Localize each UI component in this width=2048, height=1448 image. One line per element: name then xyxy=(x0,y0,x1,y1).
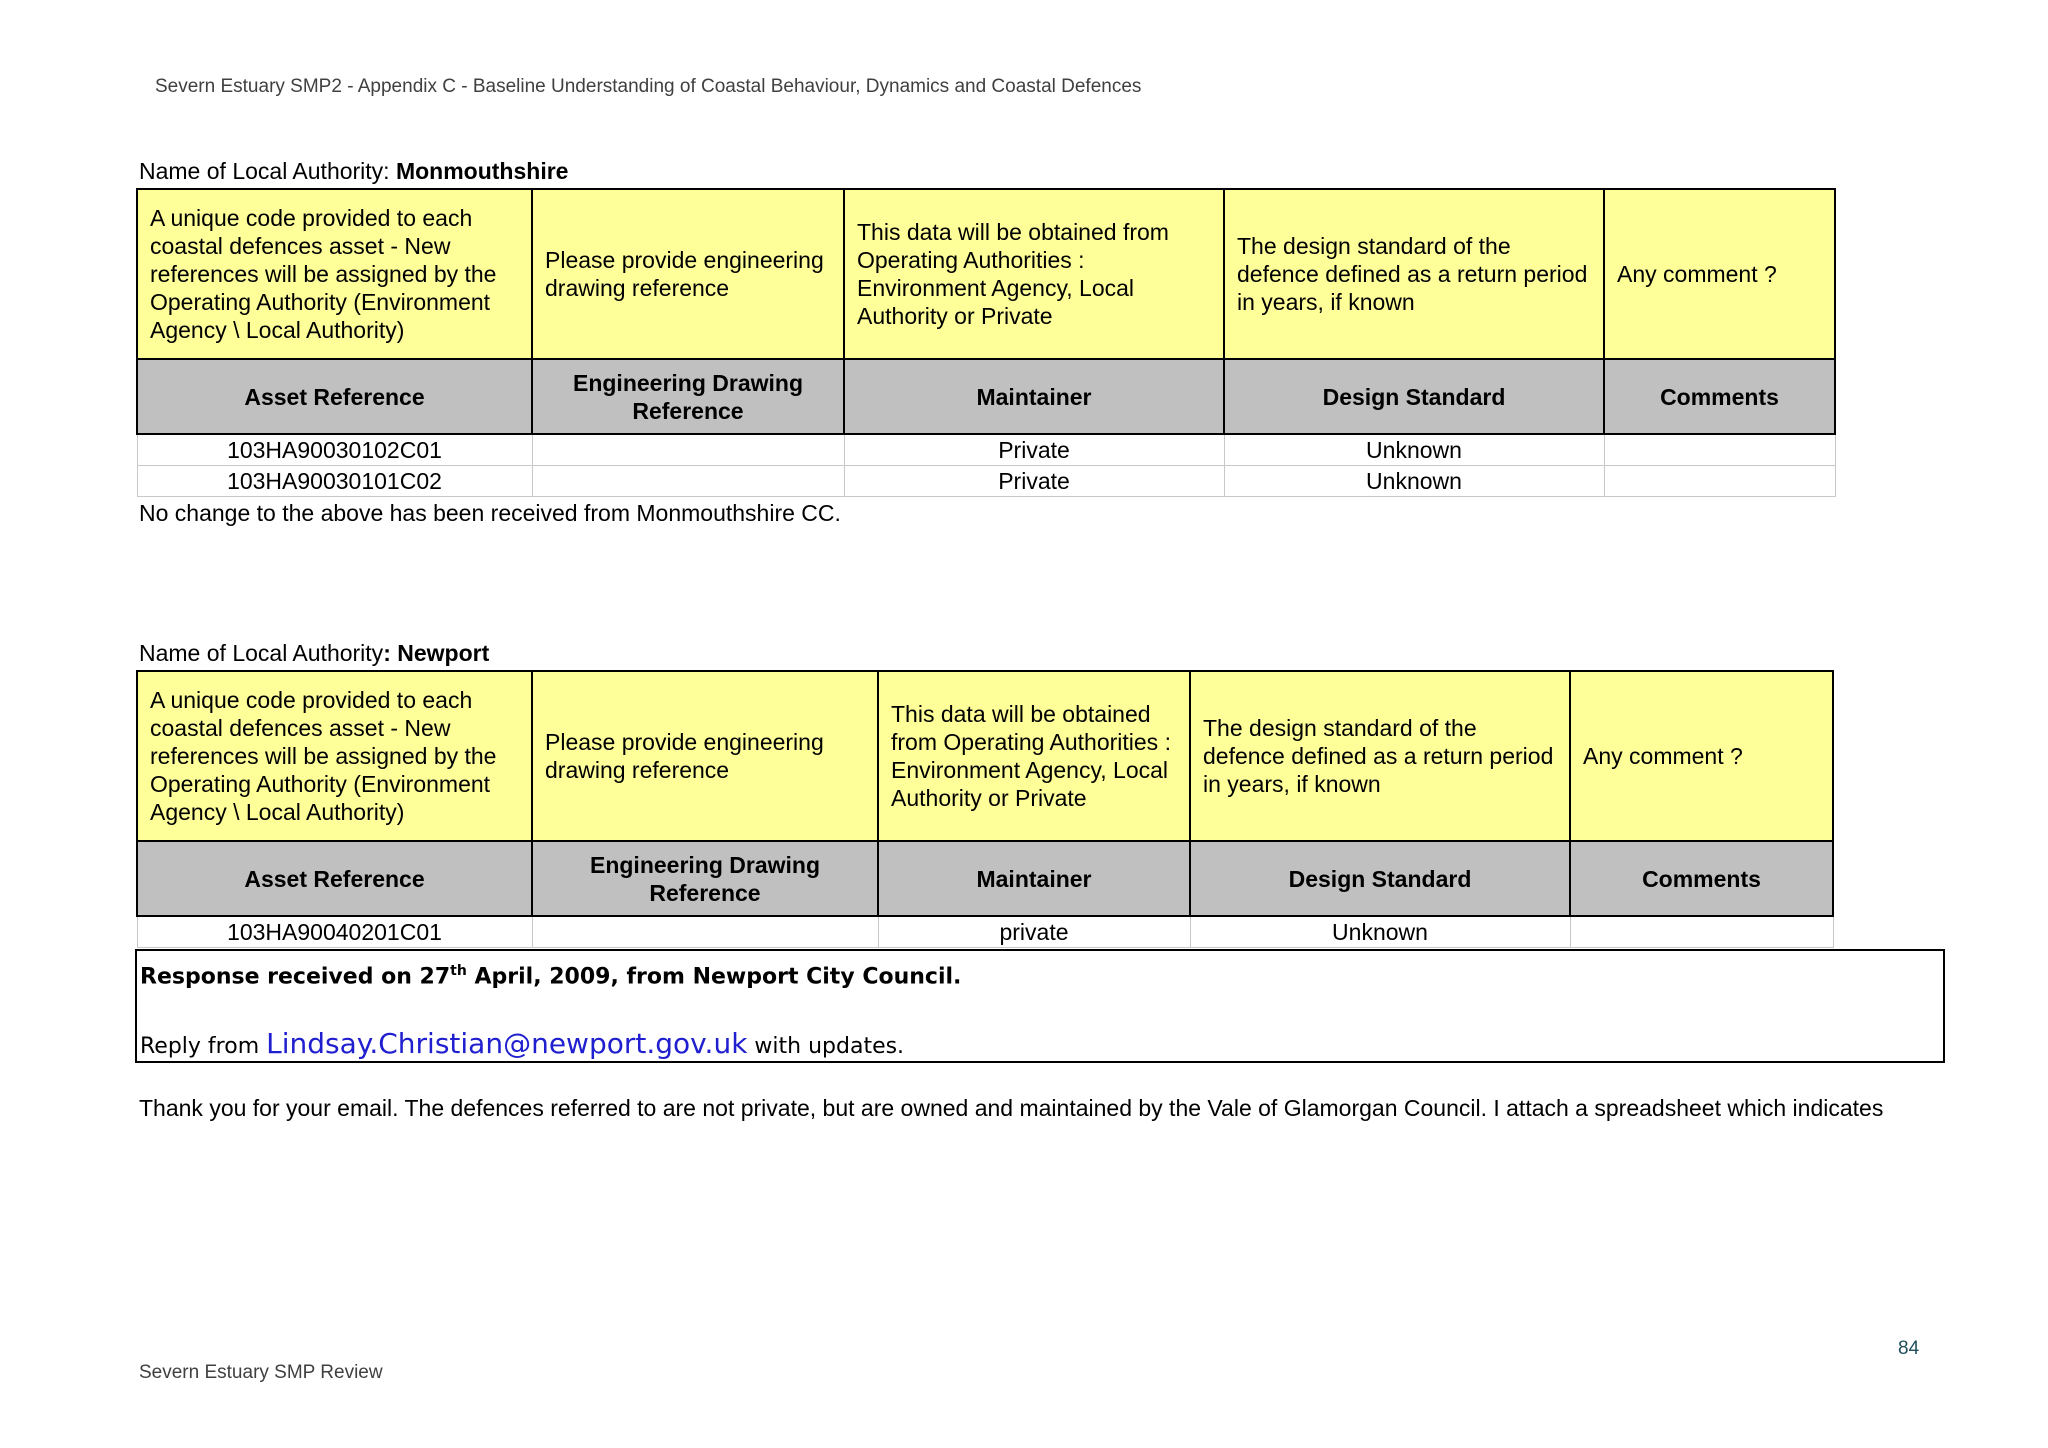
authority-prefix: Name of Local Authority xyxy=(139,640,384,666)
column-header: Asset Reference xyxy=(137,359,532,434)
running-header: Severn Estuary SMP2 - Appendix C - Baseline Understanding of Coastal Behaviour, Dynamics and Coastal Defences xyxy=(155,76,1142,97)
table-row xyxy=(137,466,1835,497)
column-header: Comments xyxy=(1570,841,1833,916)
description-cell: Any comment ? xyxy=(1570,671,1833,841)
description-cell: The design standard of the defence defined as a return period in years, if known xyxy=(1190,671,1570,841)
asset-table-monmouthshire xyxy=(136,188,1836,497)
monmouthshire-note: No change to the above has been received from Monmouthshire CC. xyxy=(139,500,841,526)
description-cell: This data will be obtained from Operating Authorities : Environment Agency, Local Authority or Private xyxy=(878,671,1190,841)
email-body-text: Thank you for your email. The defences referred to are not private, but are owned and maintained by the Vale of Glamorgan Council. I attach a spreadsheet which indicates xyxy=(139,1095,1884,1121)
table-cell: Private xyxy=(844,466,1224,497)
description-row xyxy=(137,671,1833,841)
column-header: Engineering Drawing Reference xyxy=(532,841,878,916)
reply-line xyxy=(140,1027,904,1060)
column-header: Asset Reference xyxy=(137,841,532,916)
description-cell: Please provide engineering drawing reference xyxy=(532,189,844,359)
description-cell: This data will be obtained from Operating Authorities : Environment Agency, Local Authority or Private xyxy=(844,189,1224,359)
response-heading-text: April, 2009, from Newport City Council. xyxy=(466,964,962,990)
table-cell xyxy=(1570,916,1833,948)
table-cell xyxy=(532,466,844,497)
page-number: 84 xyxy=(1898,1338,1920,1359)
description-cell: Please provide engineering drawing reference xyxy=(532,671,878,841)
table-cell: Unknown xyxy=(1190,916,1570,948)
response-heading-text: Response received on 27 xyxy=(140,964,451,990)
response-heading xyxy=(140,963,961,989)
description-cell: A unique code provided to each coastal defences asset - New references will be assigned by the Operating Authority (Environment Agency \ Local Authority) xyxy=(137,671,532,841)
column-header: Design Standard xyxy=(1224,359,1604,434)
description-cell: Any comment ? xyxy=(1604,189,1835,359)
reply-prefix: Reply from xyxy=(140,1034,267,1059)
table-cell xyxy=(532,434,844,466)
response-box xyxy=(135,949,1945,1063)
table-cell: Unknown xyxy=(1224,434,1604,466)
table-cell: Unknown xyxy=(1224,466,1604,497)
table-row xyxy=(137,916,1833,948)
table-cell: 103HA90030102C01 xyxy=(137,434,532,466)
table-cell xyxy=(1604,434,1835,466)
authority-prefix: Name of Local Authority: xyxy=(139,158,396,184)
column-header: Engineering Drawing Reference xyxy=(532,359,844,434)
table-cell xyxy=(1604,466,1835,497)
table-cell: 103HA90040201C01 xyxy=(137,916,532,948)
column-header: Maintainer xyxy=(844,359,1224,434)
local-authority-title-monmouthshire xyxy=(139,158,568,185)
email-link[interactable]: Lindsay.Christian@newport.gov.uk xyxy=(266,1027,748,1060)
authority-name: Monmouthshire xyxy=(395,158,569,184)
column-header-row xyxy=(137,359,1835,434)
column-header: Maintainer xyxy=(878,841,1190,916)
table-row xyxy=(137,434,1835,466)
reply-suffix: with updates. xyxy=(747,1034,905,1059)
authority-name: : Newport xyxy=(383,640,490,666)
local-authority-title-newport xyxy=(139,640,489,667)
description-row xyxy=(137,189,1835,359)
ordinal-suffix: th xyxy=(450,963,467,979)
column-header: Design Standard xyxy=(1190,841,1570,916)
table-cell: 103HA90030101C02 xyxy=(137,466,532,497)
description-cell: A unique code provided to each coastal defences asset - New references will be assigned by the Operating Authority (Environment Agency \ Local Authority) xyxy=(137,189,532,359)
asset-table-newport xyxy=(136,670,1834,948)
column-header: Comments xyxy=(1604,359,1835,434)
description-cell: The design standard of the defence defined as a return period in years, if known xyxy=(1224,189,1604,359)
table-cell: Private xyxy=(844,434,1224,466)
column-header-row xyxy=(137,841,1833,916)
table-cell: private xyxy=(878,916,1190,948)
table-cell xyxy=(532,916,878,948)
footer-text: Severn Estuary SMP Review xyxy=(139,1362,383,1383)
